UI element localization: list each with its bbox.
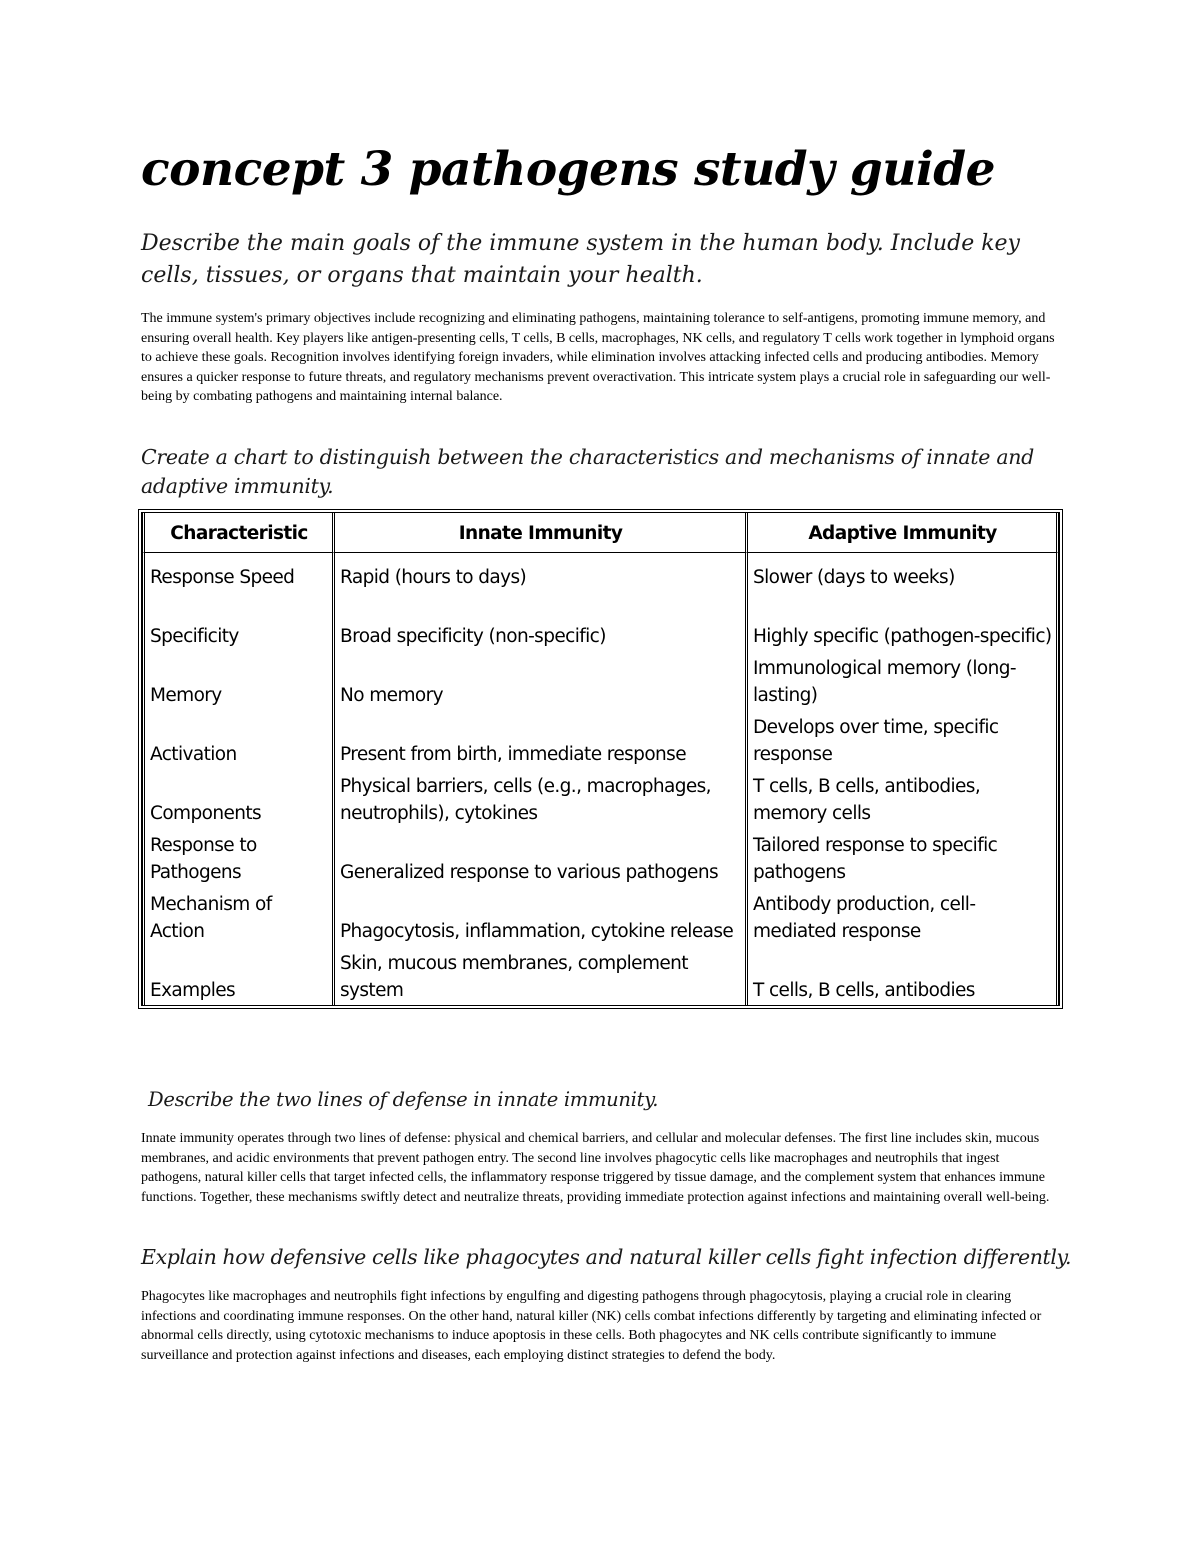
answer-immune-goals: The immune system's primary objectives include recognizing and eliminating pathogens, maintaining tolerance to self-antigens, promoting immune memory, and ensuring overall health. Key players like antigen-presenting cells, T cells, B cells, macrophages, NK cells, and regulatory T cells work together in lymphoid organs to achieve these goals. Recognition involves identifying foreign invaders, while elimination involves attacking infected cells and producing antibodies. Memory ensures a quicker response to future threats, and regulatory mechanisms prevent overactivation. This intricate system plays a crucial role in safeguarding our well-being by combating pathogens and maintaining internal balance. (141, 311, 1055, 405)
table-cell: Components (142, 769, 332, 828)
header-characteristic: Characteristic (142, 513, 332, 553)
page-title: concept 3 pathogens study guide (141, 142, 995, 197)
header-innate-immunity: Innate Immunity (332, 513, 745, 553)
table-cell: Antibody production, cell-mediated response (745, 887, 1059, 946)
table-row (142, 651, 1059, 710)
question-innate-defense-lines: Describe the two lines of defense in innate immunity. (148, 1088, 659, 1111)
table-cell: Mechanism of Action (142, 887, 332, 946)
table-cell: Immunological memory (long-lasting) (745, 651, 1059, 710)
table-cell: Generalized response to various pathogens (332, 828, 745, 887)
table-cell: Phagocytosis, inflammation, cytokine release (332, 887, 745, 946)
table-cell: Rapid (hours to days) (332, 553, 745, 592)
table-cell: No memory (332, 651, 745, 710)
table-cell: Response to Pathogens (142, 828, 332, 887)
table-cell: Specificity (142, 592, 332, 651)
table-row (142, 710, 1059, 769)
header-adaptive-immunity: Adaptive Immunity (745, 513, 1059, 553)
table-cell: Tailored response to specific pathogens (745, 828, 1059, 887)
table-row (142, 592, 1059, 651)
table-cell: T cells, B cells, antibodies (745, 946, 1059, 1005)
table-cell: T cells, B cells, antibodies, memory cells (745, 769, 1059, 828)
table-cell: Examples (142, 946, 332, 1005)
table-cell: Highly specific (pathogen-specific) (745, 592, 1059, 651)
question-immune-goals: Describe the main goals of the immune system in the human body. Include key cells, tissues, or organs that maintain your health. (141, 231, 1020, 288)
table-cell: Slower (days to weeks) (745, 553, 1059, 592)
answer-innate-defense-lines: Innate immunity operates through two lines of defense: physical and chemical barriers, and cellular and molecular defenses. The first line includes skin, mucous membranes, and acidic environments that prevent pathogen entry. The second line involves phagocytic cells like macrophages and neutrophils that ingest pathogens, natural killer cells that target infected cells, the inflammatory response triggered by tissue damage, and the complement system that enhances immune functions. Together, these mechanisms swiftly detect and neutralize threats, providing immediate protection against infections and maintaining overall well-being. (141, 1131, 1050, 1205)
table-cell: Develops over time, specific response (745, 710, 1059, 769)
table-cell: Broad specificity (non-specific) (332, 592, 745, 651)
table-cell: Activation (142, 710, 332, 769)
table-row (142, 828, 1059, 887)
innate-adaptive-comparison-table (141, 512, 1060, 1006)
table-row (142, 553, 1059, 592)
table-row (142, 946, 1059, 1005)
table-cell: Skin, mucous membranes, complement system (332, 946, 745, 1005)
table-row (142, 887, 1059, 946)
table-cell: Physical barriers, cells (e.g., macrophages, neutrophils), cytokines (332, 769, 745, 828)
comparison-table-wrapper (141, 512, 1058, 1006)
answer-phagocytes-nk-cells: Phagocytes like macrophages and neutrophils fight infections by engulfing and digesting pathogens through phagocytosis, playing a crucial role in clearing infections and coordinating immune responses. On the other hand, natural killer (NK) cells combat infections differently by targeting and eliminating infected or abnormal cells directly, using cytotoxic mechanisms to induce apoptosis in these cells. Both phagocytes and NK cells contribute significantly to immune surveillance and protection against infections and diseases, each employing distinct strategies to defend the body. (141, 1289, 1042, 1363)
question-innate-adaptive-chart: Create a chart to distinguish between the characteristics and mechanisms of innate and adaptive immunity. (141, 445, 1034, 498)
table-cell: Present from birth, immediate response (332, 710, 745, 769)
table-row (142, 769, 1059, 828)
table-cell: Memory (142, 651, 332, 710)
table-cell: Response Speed (142, 553, 332, 592)
table-header-row (142, 513, 1059, 553)
question-phagocytes-nk-cells: Explain how defensive cells like phagocytes and natural killer cells fight infection differently. (141, 1245, 1072, 1269)
